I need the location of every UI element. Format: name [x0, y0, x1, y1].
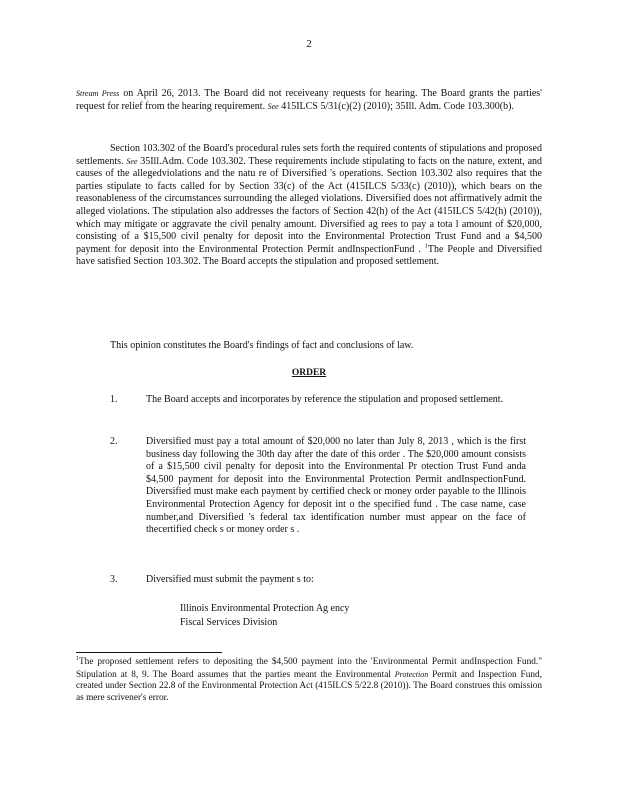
order-item-text: Diversified must submit the payment s to:: [146, 574, 314, 585]
see-signal: See: [267, 101, 279, 111]
footnote-italic: Protection: [394, 669, 429, 679]
footnote-divider: [76, 652, 222, 653]
page-number: 2: [306, 38, 312, 50]
footnote: $^1$The proposed settlement refers to depositing the $4,500 payment into the 'Environmental Permit andInspection Fund." Stipulation at 8, 9. The Board assumes that the parties meant the Environmental Protection Permit and Inspection Fund, created under Section 22.8 of the Environmental Protection Act (415ILCS 5/22.8 (2010)). The Board construes this omission as mere scrivener's error.: [76, 655, 542, 703]
see-signal: See: [126, 156, 138, 166]
footnote-marker: 1: [76, 655, 79, 662]
footnote-reference: 1: [424, 243, 428, 250]
paragraph-procedural-rules: Section 103.302 of the Board's procedural rules sets forth the required contents of stipulations and proposed settlements. See 35Ill.Adm. Code 103.302. These requirements include stipulating to facts on the nature, extent, and causes of the allegedviolations and the natu re of Diversified 's operations. Section 103.302 also requires that the parties stipulate to facts called for by Section 33(c) of the Act (415ILCS 5/33(c) (2010)), which bears on the reasonableness of the circumstances surrounding the alleged violations. Diversified does not affirmatively admit the alleged violations. The stipulation also addresses the factors of Section 42(h) of the Act (415ILCS 5/42(h) (2010)), which may mitigate or aggravate the civil penalty amount. Diversified ag rees to pay a tota l amount of $20,000, consisting of a $15,500 civil penalty for deposit into the Environmental Protection Trust Fund and a $4,500 payment for deposit into the Environmental Protection Permit andInspectionFund . $^1$The People and Diversified have satisfied Section 103.302. The Board accepts the stipulation and proposed settlement.: [76, 143, 543, 268]
address-line: Fiscal Services Division: [180, 617, 278, 628]
order-item-number: 3.: [110, 574, 118, 585]
order-item-text: The Board accepts and incorporates by reference the stipulation and proposed settlement.: [146, 394, 504, 405]
order-item-text: Diversified must pay a total amount of $20,000 no later than July 8, 2013 , which is the first business day following the 30th day after the date of this order . The $20,000 amount consists of a $15,500 civil penalty for deposit into the Environmental Pr otection Trust Fund anda $4,500 payment for deposit into the Environmental Protection Permit andInspectionFund. Diversified must make each payment by certified check or money order payable to the Illinois Environmental Protection Agency for deposit int o the specified fund . The case name, case number,and Diversified 's federal tax identification number must appear on the face of thecertified check s or money order s .: [146, 436, 526, 536]
order-item-number: 2.: [110, 436, 118, 447]
address-line: Illinois Environmental Protection Ag ency: [180, 603, 350, 614]
case-name-italic: Stream Press: [76, 89, 120, 98]
paragraph-hearing: Stream Press on April 26, 2013. The Board did not receiveany requests for hearing. The Board grants the parties' request for relief from the hearing requirement. See 415ILCS 5/31(c)(2) (2010); 35Ill. Adm. Code 103.300(b).: [76, 88, 542, 112]
paragraph-opinion: This opinion constitutes the Board's findings of fact and conclusions of law.: [110, 340, 414, 351]
order-heading: ORDER: [291, 368, 327, 378]
order-item-number: 1.: [110, 394, 118, 405]
